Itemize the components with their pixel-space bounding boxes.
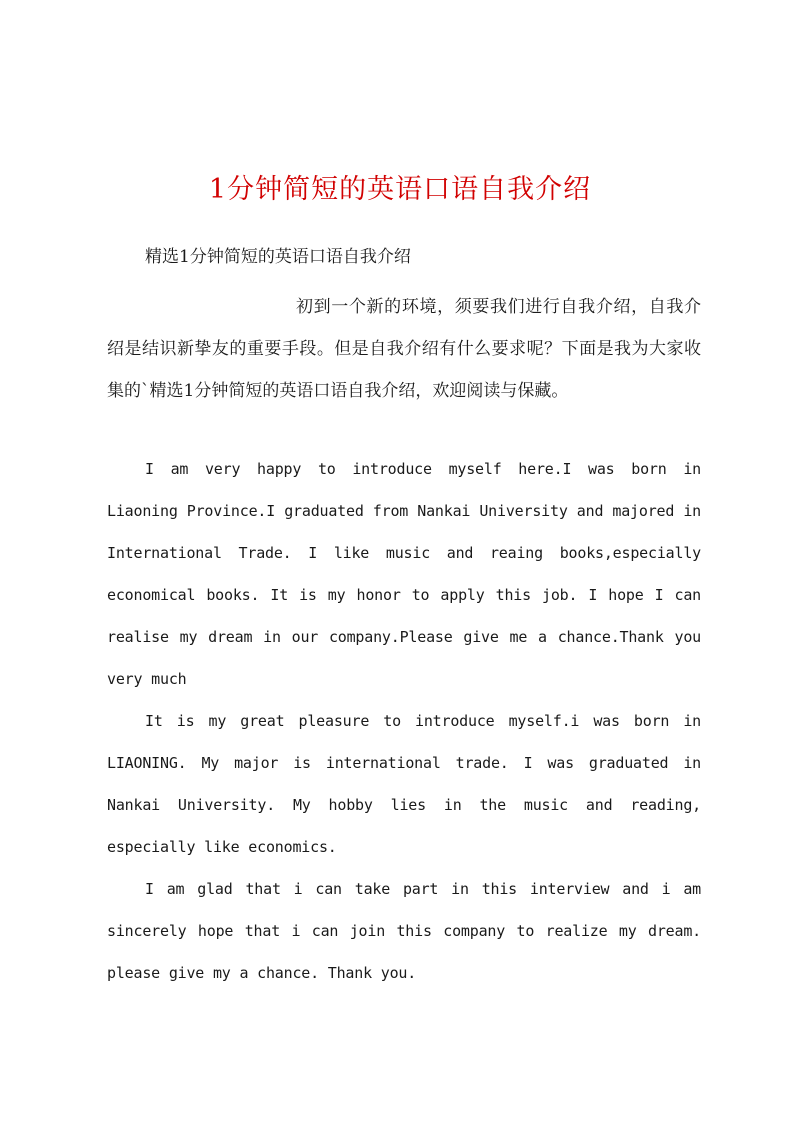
english-paragraph-1: I am very happy to introduce myself here.I was born in Liaoning Province.I graduated from Nankai University and majored in International Trade. I like music and reaing books,especially economical books. It is my honor to apply this job. I hope I can realise my dream in our company.Please give me a chance.Thank you very much: [107, 460, 701, 688]
english-paragraph-3: I am glad that i can take part in this interview and i am sincerely hope that i can join this company to realize my dream. please give my a chance. Thank you.: [107, 880, 701, 982]
english-paragraph-2: It is my great pleasure to introduce myself.i was born in LIAONING. My major is international trade. I was graduated in Nankai University. My hobby lies in the music and reading, especially like economics.: [107, 712, 701, 856]
document-subtitle: 精选1分钟简短的英语口语自我介绍: [145, 247, 411, 267]
intro-paragraph: 初到一个新的环境，须要我们进行自我介绍，自我介绍是结识新挚友的重要手段。但是自我介绍有什么要求呢？下面是我为大家收集的`精选1分钟简短的英语口语自我介绍，欢迎阅读与保藏。: [107, 297, 701, 401]
document-title: 1分钟简短的英语口语自我介绍: [208, 174, 592, 205]
